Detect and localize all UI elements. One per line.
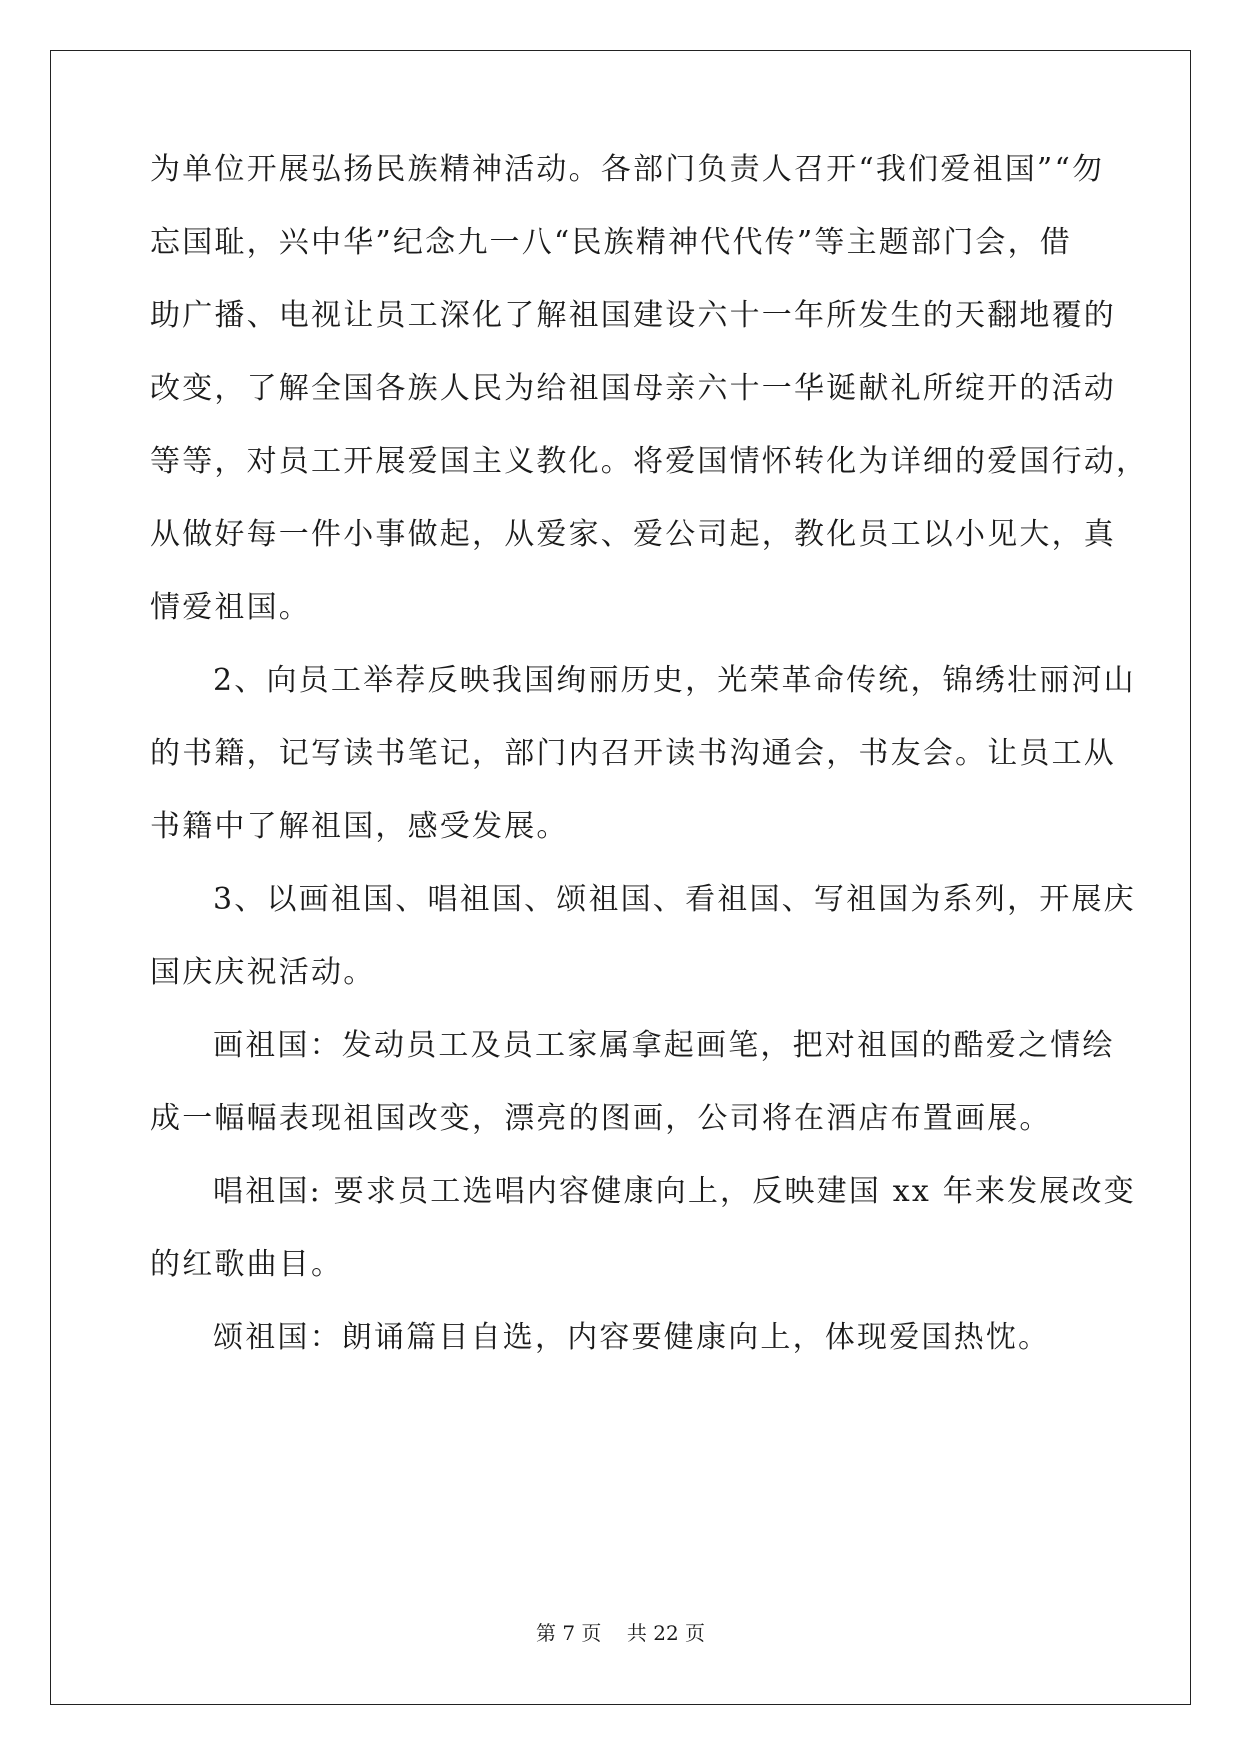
paragraph-line: 为单位开展弘扬民族精神活动。各部门负责人召开“我们爱祖国”“勿 [150,152,1105,187]
paragraph-line: 的书籍，记写读书笔记，部门内召开读书沟通会，书友会。让员工从 [150,736,1116,771]
paragraph-line: 3、以画祖国、唱祖国、颂祖国、看祖国、写祖国为系列，开展庆 [213,882,1136,917]
paragraph-line: 画祖国：发动员工及员工家属拿起画笔，把对祖国的酷爱之情绘 [213,1028,1115,1063]
paragraph-line: 颂祖国：朗诵篇目自选，内容要健康向上，体现爱国热忱。 [213,1320,1051,1355]
page-number: 第 7 页 [535,1621,602,1645]
paragraph-line: 书籍中了解祖国，感受发展。 [150,809,569,844]
paragraph-line: 唱祖国: 要求员工选唱内容健康向上，反映建国 xx 年来发展改变 [213,1174,1136,1209]
paragraph-line: 情爱祖国。 [150,590,311,625]
paragraph-line: 等等，对员工开展爱国主义教化。将爱国情怀转化为详细的爱国行动， [150,444,1149,479]
page-footer [0,1620,1241,1646]
paragraph-line: 的红歌曲目。 [150,1247,344,1282]
paragraph-line: 从做好每一件小事做起，从爱家、爱公司起，教化员工以小见大，真 [150,517,1116,552]
paragraph-line: 改变，了解全国各族人民为给祖国母亲六十一华诞献礼所绽开的活动 [150,371,1116,406]
paragraph-line: 国庆庆祝活动。 [150,955,376,990]
paragraph-line: 成一幅幅表现祖国改变，漂亮的图画，公司将在酒店布置画展。 [150,1101,1052,1136]
paragraph-line: 忘国耻，兴中华”纪念九一八“民族精神代代传”等主题部门会，借 [150,225,1073,260]
page-total: 共 22 页 [626,1621,706,1645]
paragraph-line: 助广播、电视让员工深化了解祖国建设六十一年所发生的天翻地覆的 [150,298,1116,333]
paragraph-line: 2、向员工举荐反映我国绚丽历史，光荣革命传统，锦绣壮丽河山 [213,663,1136,698]
